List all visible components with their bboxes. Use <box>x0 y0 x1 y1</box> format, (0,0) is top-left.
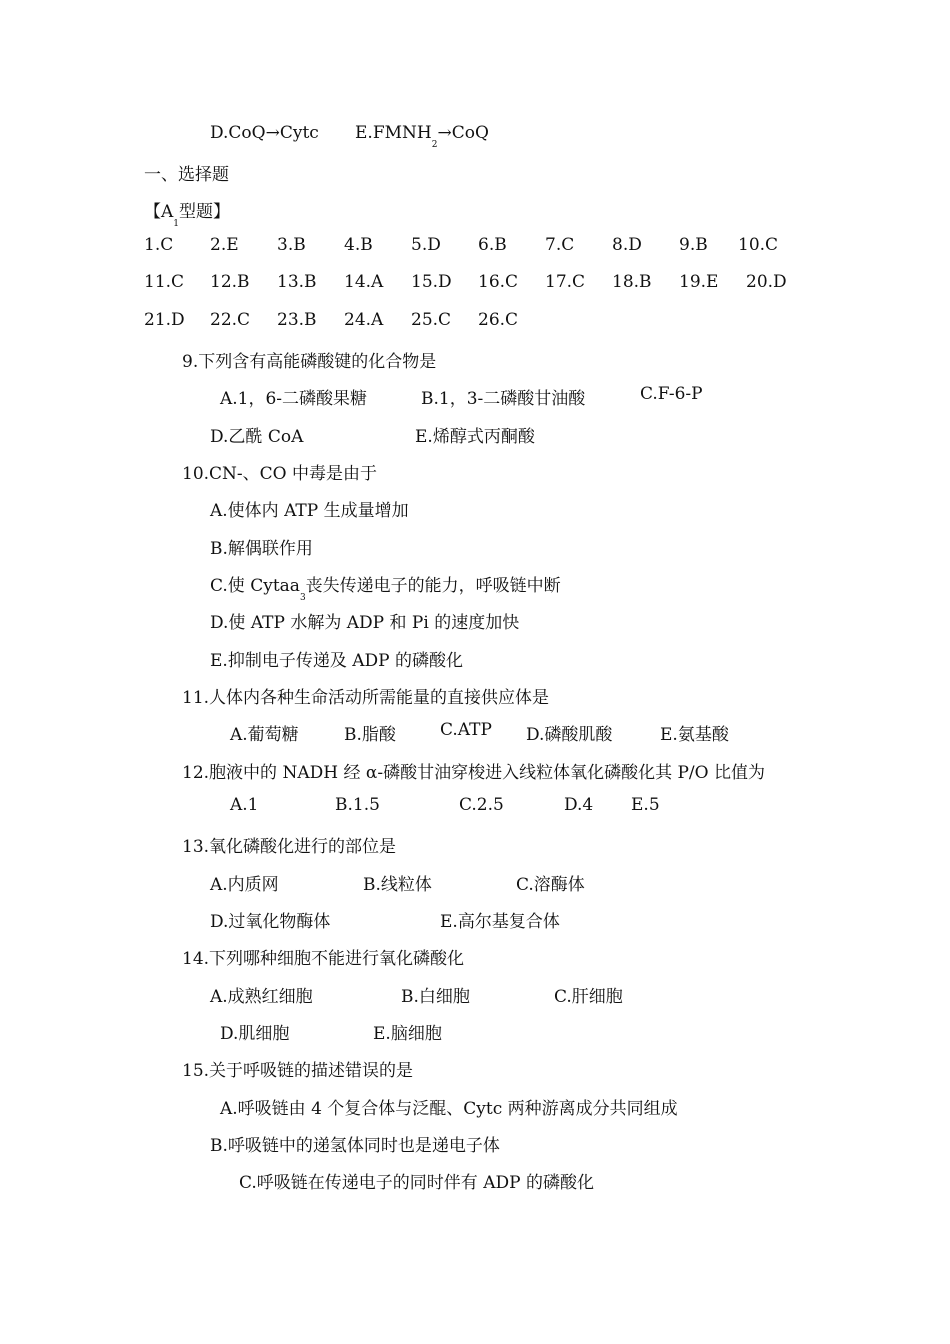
option-d-prev: D.CoQ→Cytc <box>210 123 319 143</box>
answer: 13.B <box>277 272 317 292</box>
option-d: D.4 <box>564 795 594 815</box>
option-d: D.使 ATP 水解为 ADP 和 Pi 的速度加快 <box>210 613 520 633</box>
option-b: B.白细胞 <box>401 987 470 1007</box>
answer: 10.C <box>738 235 779 255</box>
answer: 9.B <box>679 235 708 255</box>
option-b: B.脂酸 <box>344 725 396 745</box>
option-b: B.解偶联作用 <box>210 539 313 559</box>
section-title: 一、选择题 <box>144 165 229 185</box>
option-d: D.磷酸肌酸 <box>526 725 613 745</box>
option-a: A.使体内 ATP 生成量增加 <box>210 501 409 521</box>
answer: 6.B <box>478 235 507 255</box>
answer: 2.E <box>210 235 239 255</box>
option-a: A.葡萄糖 <box>230 725 299 745</box>
option-c: C.肝细胞 <box>554 987 623 1007</box>
option-e: E.烯醇式丙酮酸 <box>415 427 535 447</box>
option-a: A.呼吸链由 4 个复合体与泛醌、Cytc 两种游离成分共同组成 <box>220 1099 678 1119</box>
option-e-prev: $E.FMNH_2\to CoQ$ <box>355 123 489 150</box>
answer: 23.B <box>277 310 317 330</box>
option-e: E.氨基酸 <box>660 725 729 745</box>
answer: 16.C <box>478 272 519 292</box>
answer: 20.D <box>746 272 787 292</box>
option-e: E.脑细胞 <box>373 1024 442 1044</box>
answer: 17.C <box>545 272 586 292</box>
option-a: A.1，6-二磷酸果糖 <box>220 389 368 409</box>
answer: 22.C <box>210 310 251 330</box>
answer: 18.B <box>612 272 652 292</box>
answer: 15.D <box>411 272 452 292</box>
option-c: C.使 Cytaa$_3$丧失传递电子的能力，呼吸链中断 <box>210 576 561 603</box>
option-c: C.呼吸链在传递电子的同时伴有 ADP 的磷酸化 <box>239 1173 594 1193</box>
option-b: B.线粒体 <box>363 875 432 895</box>
answer: 5.D <box>411 235 441 255</box>
option-e: E.抑制电子传递及 ADP 的磷酸化 <box>210 651 463 671</box>
question-13-stem: 13.氧化磷酸化进行的部位是 <box>182 837 397 857</box>
question-14-stem: 14.下列哪种细胞不能进行氧化磷酸化 <box>182 949 465 969</box>
answer: 7.C <box>545 235 575 255</box>
option-e: E.5 <box>631 795 660 815</box>
question-11-stem: 11.人体内各种生命活动所需能量的直接供应体是 <box>182 688 550 708</box>
option-c: C.ATP <box>440 720 492 740</box>
answer: 21.D <box>144 310 185 330</box>
option-c: C.2.5 <box>459 795 504 815</box>
type-heading: 【$A_1$型题】 <box>144 202 231 229</box>
option-b: B.1，3-二磷酸甘油酸 <box>421 389 586 409</box>
answer: 1.C <box>144 235 174 255</box>
option-a: A.成熟红细胞 <box>210 987 313 1007</box>
option-c: C.溶酶体 <box>516 875 585 895</box>
question-10-stem: 10.CN-、CO 中毒是由于 <box>182 464 378 484</box>
option-d: D.肌细胞 <box>220 1024 290 1044</box>
question-15-stem: 15.关于呼吸链的描述错误的是 <box>182 1061 414 1081</box>
option-b: B.1.5 <box>335 795 380 815</box>
option-a: A.1 <box>230 795 259 815</box>
question-12-stem: 12.胞液中的 NADH 经 α-磷酸甘油穿梭进入线粒体氧化磷酸化其 P/O 比值为 <box>182 763 765 783</box>
answer: 11.C <box>144 272 185 292</box>
answer: 24.A <box>344 310 384 330</box>
option-b: B.呼吸链中的递氢体同时也是递电子体 <box>210 1136 500 1156</box>
option-c: C.F-6-P <box>640 384 703 404</box>
answer: 14.A <box>344 272 384 292</box>
answer: 25.C <box>411 310 452 330</box>
question-9-stem: 9.下列含有高能磷酸键的化合物是 <box>182 352 437 372</box>
option-a: A.内质网 <box>210 875 279 895</box>
answer: 8.D <box>612 235 642 255</box>
option-e: E.高尔基复合体 <box>440 912 560 932</box>
answer: 19.E <box>679 272 719 292</box>
option-d: D.过氧化物酶体 <box>210 912 331 932</box>
option-d: D.乙酰 CoA <box>210 427 304 447</box>
answer: 4.B <box>344 235 373 255</box>
answer: 3.B <box>277 235 306 255</box>
answer: 26.C <box>478 310 519 330</box>
answer: 12.B <box>210 272 250 292</box>
